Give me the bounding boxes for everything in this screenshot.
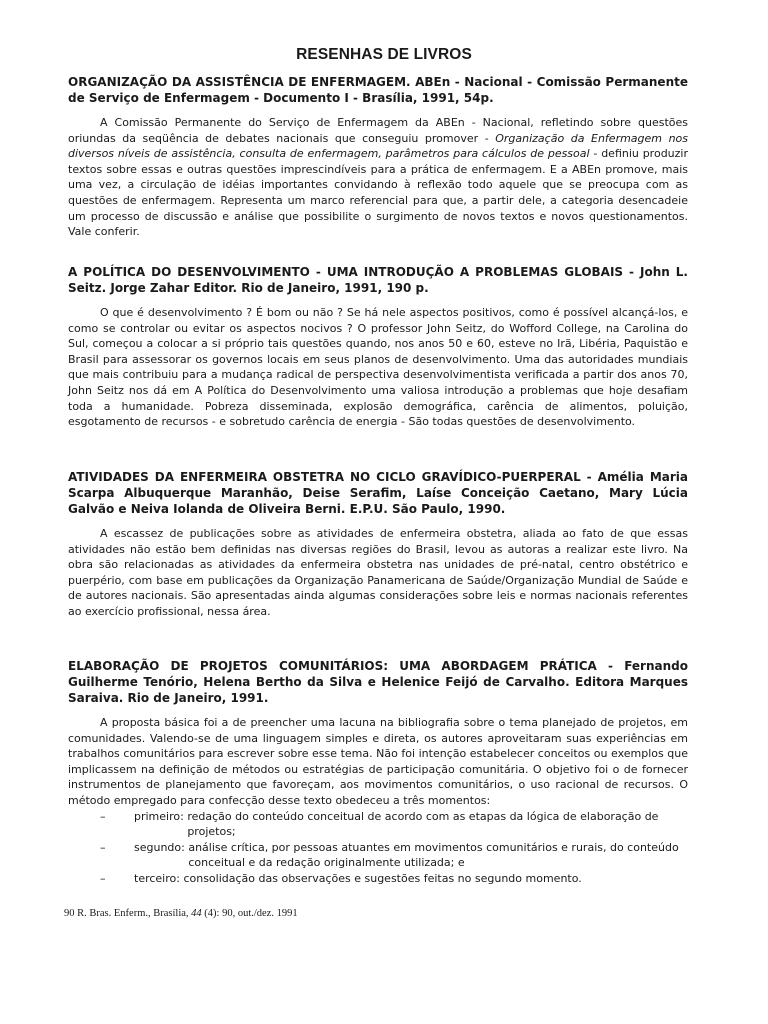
review-enfermeira-obstetra [68, 469, 688, 620]
review-body: O que é desenvolvimento ? É bom ou não ? Se há nele aspectos positivos, como é possível alcançá-los, e como se controlar ou evitar os aspectos nocivos ? O professor John Seitz, do Wofford College, na Carolina do Sul, começou a colocar a si próprio tais questões quando, nos anos 50 e 60, esteve no Irã, Libéria, Paquistão e Brasil para assessorar os governos locais em seus planos de desenvolvimento. Uma das autoridades mundiais que mais contribuiu para a mudança radical de perspectiva desenvolvimentista verificada a partir dos anos 70, John Seitz nos dá em A Política do Desenvolvimento uma valiosa introdução a problemas que hoje desafiam toda a humanidade. Pobreza disseminada, explosão demográfica, carência de alimentos, poluição, esgotamento de recursos - e sobretudo carência de energia - São todas questões de desenvolvimento. [68, 306, 688, 429]
review-heading: ATIVIDADES DA ENFERMEIRA OBSTETRA NO CICLO GRAVÍDICO-PUERPERAL - Amélia Maria Scarpa Albuquerque Maranhão, Deise Serafim, Laíse Conceição Caetano, Mary Lúcia Galvão e Neiva Iolanda de Oliveira Berni. E.P.U. São Paulo, 1990. [68, 470, 688, 516]
review-body: A escassez de publicações sobre as atividades de enfermeira obstetra, aliada ao fato de que essas atividades não estão bem definidas nas diversas regiões do Brasil, levou as autoras a realizar este livro. Na obra são relacionadas as atividades da enfermeira obstetra nas unidades de pré-natal, centro obstétrico e puerpério, com base em publicações da Organização Panamericana de Saúde/Organização Mundial de Saúde e de autores nacionais. São apresentadas ainda algumas considerações sobre leis e normas nacionais referentes ao exercício profissional, nessa área. [68, 527, 688, 618]
list-item: – segundo: análise crítica, por pessoas atuantes em movimentos comunitários e rurais, do conteúdo conceitual e da redação originalmente utilizada; e [100, 840, 679, 870]
review-heading: ORGANIZAÇÃO DA ASSISTÊNCIA DE ENFERMAGEM. ABEn - Nacional - Comissão Permanente de Serviço de Enfermagem - Documento I - Brasília, 1991, 54p. [68, 75, 688, 105]
italic-title: Organização da Enfermagem nos diversos níveis de assistência, consulta de enfermagem, parâmetros para cálculos de pessoal [68, 131, 688, 161]
review-projetos-comunitarios [68, 658, 688, 887]
list-item: – primeiro: redação do conteúdo conceitual de acordo com as etapas da lógica de elaboração de projetos; [100, 809, 659, 839]
page-footer-citation: 90 R. Bras. Enferm., Brasília, 44 (4): 90, out./dez. 1991 [64, 908, 298, 919]
moments-list [68, 809, 688, 887]
review-heading: ELABORAÇÃO DE PROJETOS COMUNITÁRIOS: UMA ABORDAGEM PRÁTICA - Fernando Guilherme Tenório, Helena Bertho da Silva e Helenice Feijó de Carvalho. Editora Marques Saraiva. Rio de Janeiro, 1991. [68, 659, 688, 705]
review-heading: A POLÍTICA DO DESENVOLVIMENTO - UMA INTRODUÇÃO A PROBLEMAS GLOBAIS - John L. Seitz. Jorge Zahar Editor. Rio de Janeiro, 1991, 190 p. [68, 265, 688, 295]
section-title: RESENHAS DE LIVROS [296, 46, 472, 63]
review-body: A Comissão Permanente do Serviço de Enfermagem da ABEn - Nacional, refletindo sobre questões oriundas da seqüência de debates nacionais que conseguiu promover - Organização da Enfermagem nos diversos níveis de assistência, consulta de enfermagem, parâmetros para cálculos de pessoal - definiu produzir textos sobre essas e outras questões imprescindíveis para a prática de enfermagem. E a ABEn promove, mais uma vez, a circulação de idéias importantes convidando à reflexão todo aquele que se preocupa com as questões de enfermagem. Representa um marco referencial para que, a partir dele, a categoria desencadeie um processo de discussão e análise que possibilite o surgimento de novos textos e novos questionamentos. Vale conferir. [68, 116, 688, 239]
review-body: A proposta básica foi a de preencher uma lacuna na bibliografia sobre o tema planejado de projetos, em comunidades. Valendo-se de uma linguagem simples e direta, os autores aproveitaram suas experiências em trabalhos comunitários para escrever sobre esse tema. Não foi intenção estabelecer conceitos ou exemplos que implicassem na definição de métodos ou estratégias de participação comunitária. O objetivo foi o de fornecer instrumentos de planejamento que favoreçam, aos movimentos comunitários, o uso racional de recursos. O método empregado para confecção desse texto obedeceu a três momentos: [68, 716, 688, 807]
review-politica-desenvolvimento [68, 264, 688, 430]
list-item: – terceiro: consolidação das observações e sugestões feitas no segundo momento. [100, 871, 582, 885]
review-organizacao-assistencia [68, 74, 688, 240]
